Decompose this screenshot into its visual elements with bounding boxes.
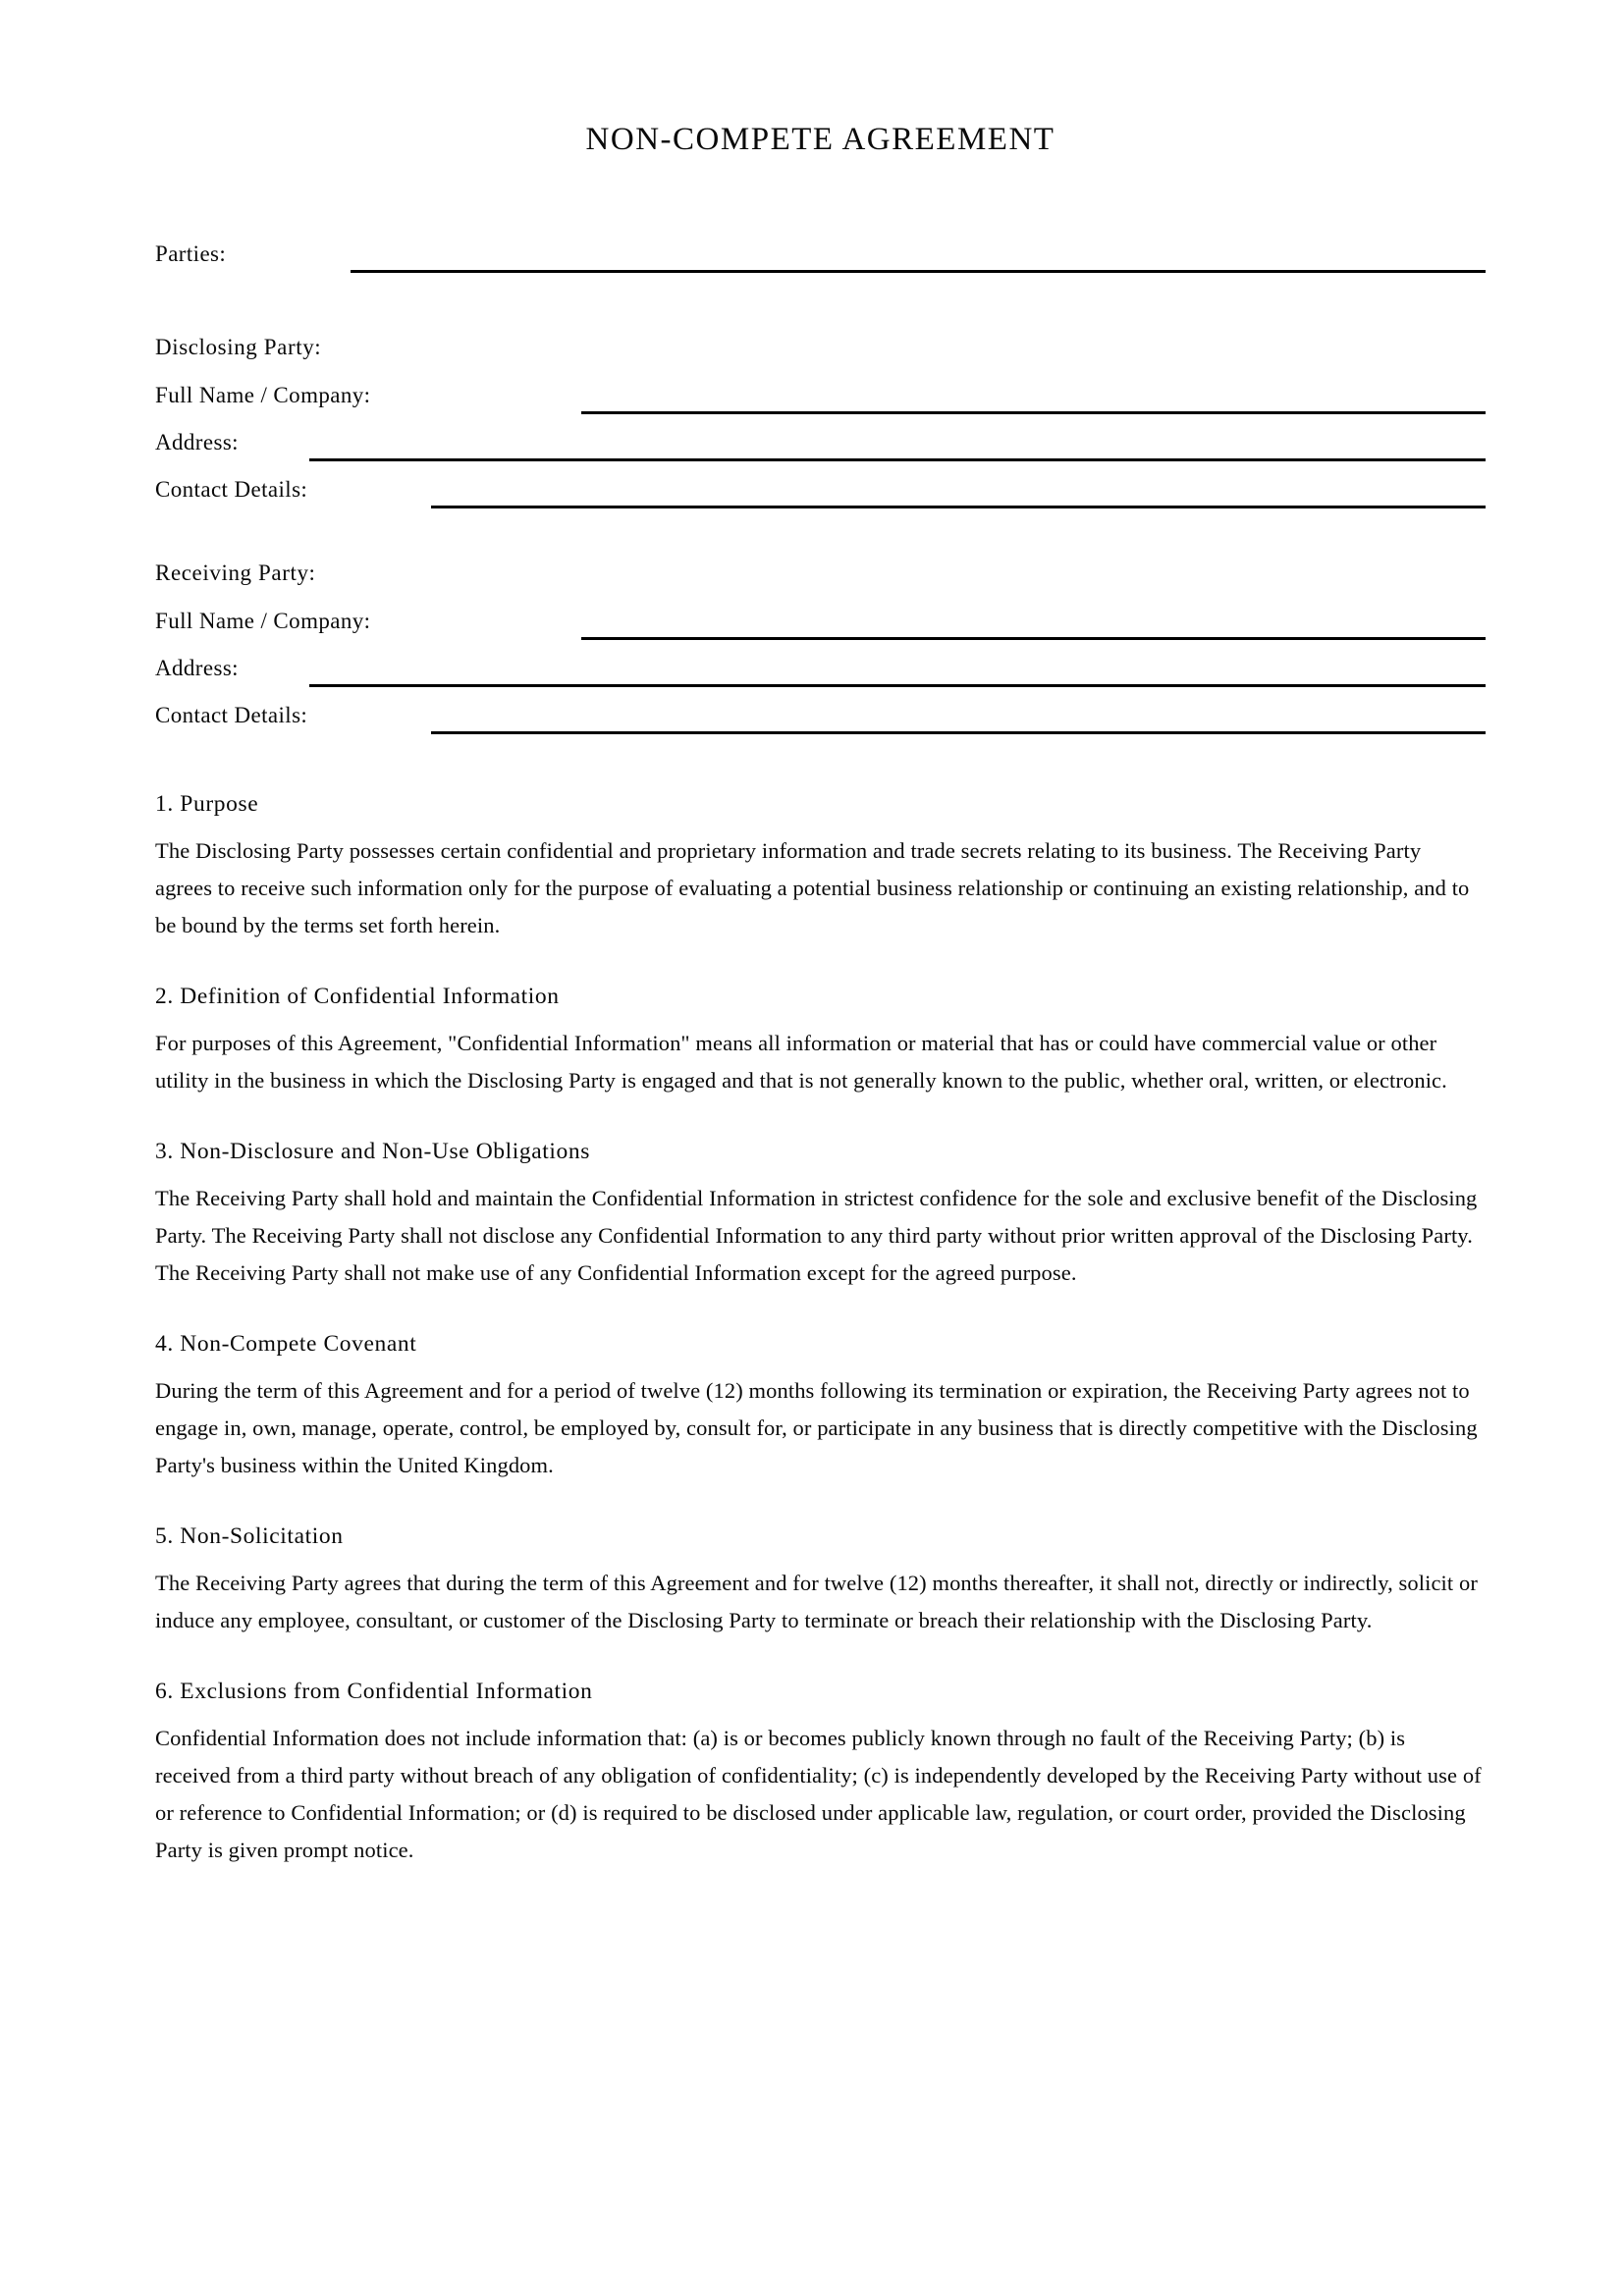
parties-label: Parties: xyxy=(155,241,227,266)
section-noncompete xyxy=(155,1325,1486,1484)
section-paragraph: The Receiving Party shall hold and maintain the Confidential Information in strictest confidence for the sole and exclusive benefit of the Disclosing Party. The Receiving Party shall not disclose any Confidential Information to any third party without prior written approval of the Disclosing Party. The Receiving Party shall not make use of any Confidential Information except for the agreed purpose. xyxy=(155,1186,1478,1285)
field-row xyxy=(155,367,1486,414)
section-heading: 3. Non-Disclosure and Non-Use Obligations xyxy=(155,1139,590,1164)
section-heading: 6. Exclusions from Confidential Information xyxy=(155,1679,593,1704)
section-heading: 1. Purpose xyxy=(155,791,259,817)
section-paragraph: The Disclosing Party possesses certain confidential and proprietary information and trade secrets relating to its business. The Receiving Party agrees to receive such information only for the purpose of evaluating a potential business relationship or continuing an existing relationship, and to be bound by the terms set forth herein. xyxy=(155,838,1470,937)
field-row xyxy=(155,640,1486,687)
section-paragraph: Confidential Information does not include information that: (a) is or becomes publicly known through no fault of the Receiving Party; (b) is received from a third party without breach of any obligation of confidentiality; (c) is independently developed by the Receiving Party without use of or reference to Confidential Information; or (d) is required to be disclosed under applicable law, regulation, or court order, provided the Disclosing Party is given prompt notice. xyxy=(155,1726,1482,1862)
disclosing-contact-input-line[interactable] xyxy=(431,506,1486,508)
section-nonsolicitation xyxy=(155,1518,1486,1639)
receiving-contact-input-line[interactable] xyxy=(431,731,1486,734)
section-paragraph: For purposes of this Agreement, "Confidential Information" means all information or material that has or could have commercial value or other utility in the business in which the Disclosing Party is engaged and that is not generally known to the public, whether oral, written, or electronic. xyxy=(155,1031,1447,1093)
disclosing-address-label: Address: xyxy=(155,430,239,454)
section-heading: 5. Non-Solicitation xyxy=(155,1523,344,1549)
section-purpose xyxy=(155,785,1486,944)
section-paragraph: During the term of this Agreement and for a period of twelve (12) months following its termination or expiration, the Receiving Party agrees not to engage in, own, manage, operate, control, be employed by, consult for, or participate in any business that is directly competitive with the Disclosing Party's business within the United Kingdom. xyxy=(155,1378,1478,1477)
section-paragraph: The Receiving Party agrees that during the term of this Agreement and for twelve (12) months thereafter, it shall not, directly or indirectly, solicit or induce any employee, consultant, or customer of the Disclosing Party to terminate or breach their relationship with the Disclosing Party. xyxy=(155,1571,1478,1632)
field-row xyxy=(155,461,1486,508)
receiving-address-label: Address: xyxy=(155,656,239,680)
disclosing-party-section xyxy=(155,328,1486,508)
clauses xyxy=(155,785,1486,1869)
section-heading: 4. Non-Compete Covenant xyxy=(155,1331,417,1357)
receiving-contact-label: Contact Details: xyxy=(155,703,308,727)
receiving-party-header: Receiving Party: xyxy=(155,561,316,585)
document-title: NON-COMPETE AGREEMENT xyxy=(585,122,1056,157)
section-definition xyxy=(155,978,1486,1099)
section-exclusions xyxy=(155,1673,1486,1869)
parties-input-line[interactable] xyxy=(351,270,1486,273)
field-row xyxy=(155,687,1486,734)
receiving-party-section xyxy=(155,554,1486,734)
disclosing-contact-label: Contact Details: xyxy=(155,477,308,502)
field-row xyxy=(155,593,1486,640)
parties-row xyxy=(155,226,1486,273)
field-row xyxy=(155,414,1486,461)
receiving-fullname-label: Full Name / Company: xyxy=(155,609,371,633)
disclosing-fullname-label: Full Name / Company: xyxy=(155,383,371,407)
disclosing-party-header: Disclosing Party: xyxy=(155,335,322,359)
section-nondisclosure xyxy=(155,1133,1486,1292)
section-heading: 2. Definition of Confidential Information xyxy=(155,984,560,1009)
